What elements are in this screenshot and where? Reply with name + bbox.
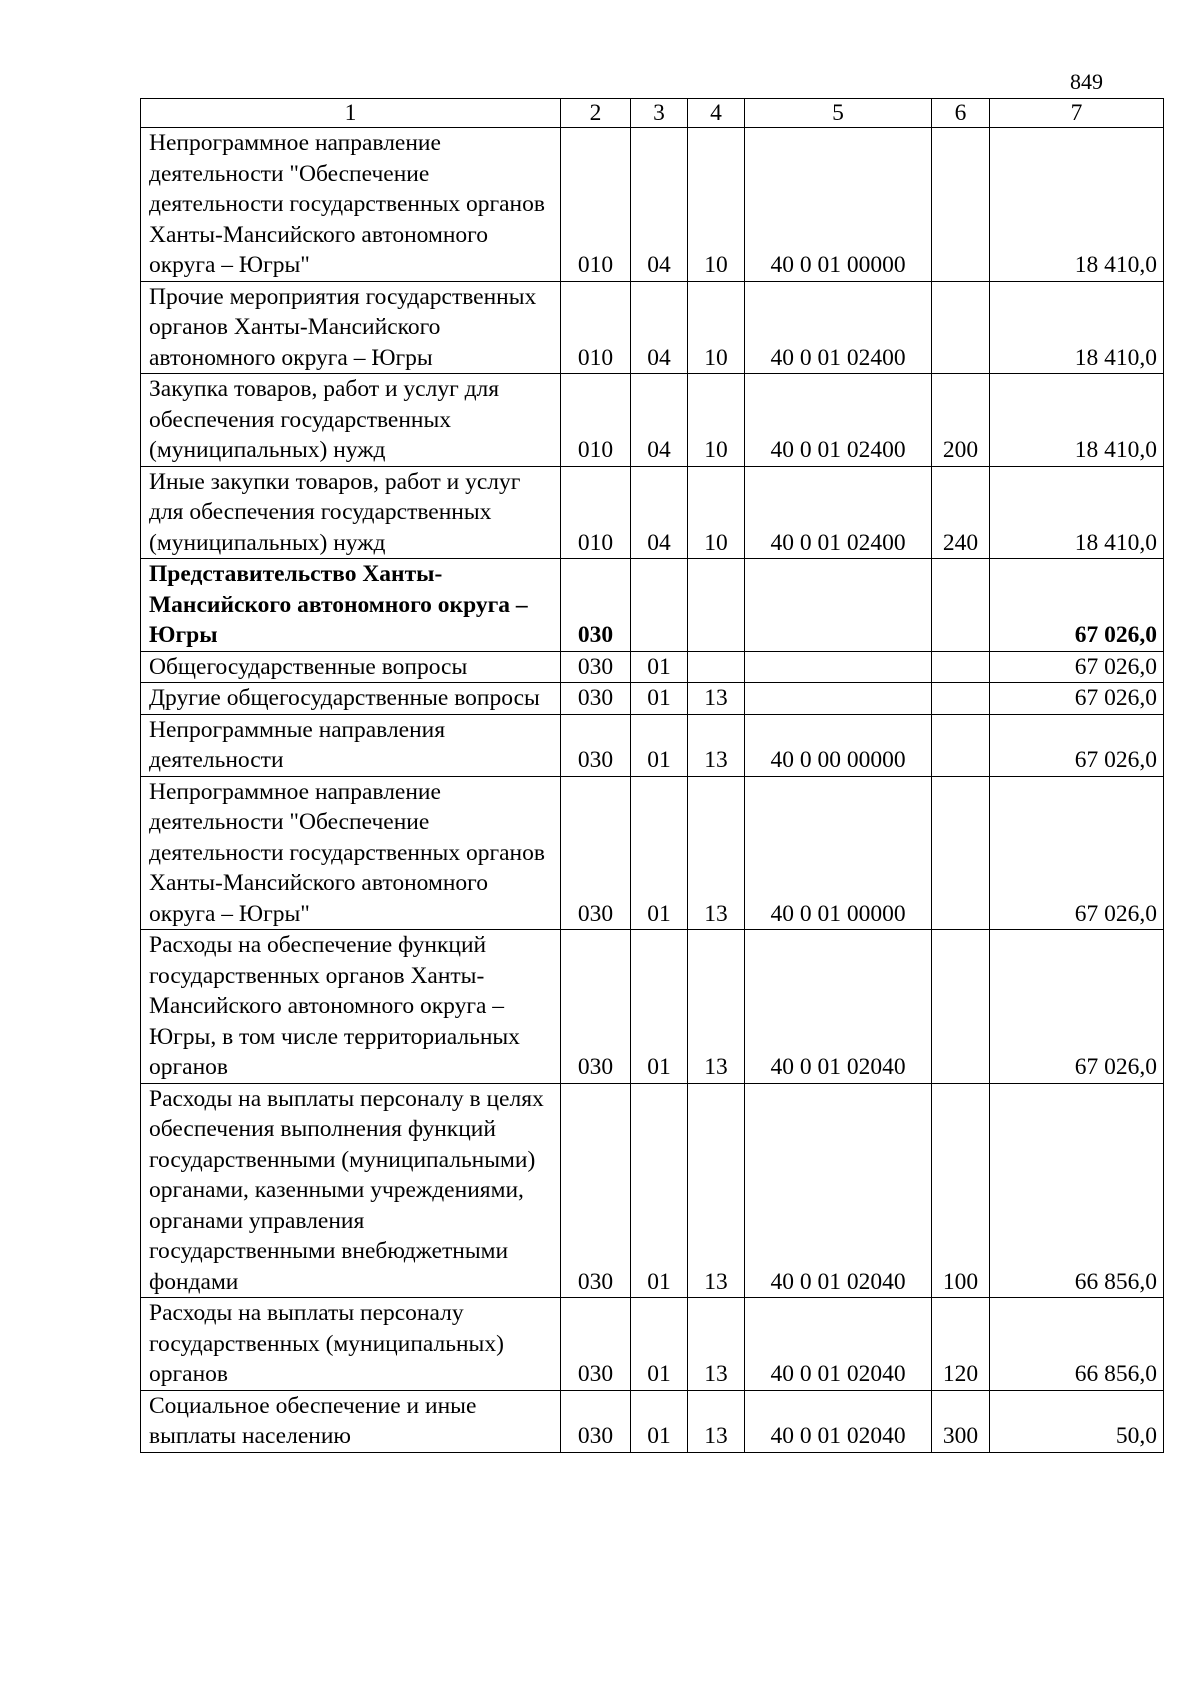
expense-item-name: Иные закупки товаров, работ и услуг для обеспечения государственных (муниципальных) нужд [141,466,561,559]
ministry-code: 030 [561,1390,631,1452]
column-header: 2 [561,99,631,128]
amount: 18 410,0 [990,128,1164,282]
table-row [141,930,1164,1084]
expense-type-code [932,776,990,930]
table-row [141,1298,1164,1391]
table-row [141,128,1164,282]
expense-type-code [932,651,990,683]
expense-type-code [932,683,990,715]
section-code: 04 [631,466,688,559]
table-row [141,714,1164,776]
expense-item-name: Закупка товаров, работ и услуг для обеспечения государственных (муниципальных) нужд [141,374,561,467]
section-code: 04 [631,128,688,282]
target-article-code: 40 0 01 02040 [745,1390,932,1452]
column-header: 4 [688,99,745,128]
subsection-code: 10 [688,128,745,282]
subsection-code [688,651,745,683]
section-code: 01 [631,930,688,1084]
amount: 67 026,0 [990,651,1164,683]
amount: 67 026,0 [990,683,1164,715]
ministry-code: 010 [561,374,631,467]
table-row [141,281,1164,374]
expense-item-name: Непрограммное направление деятельности "Обеспечение деятельности государственных органов Ханты-Мансийского автономного округа – Югры" [141,128,561,282]
subsection-code: 10 [688,466,745,559]
ministry-code: 030 [561,683,631,715]
target-article-code: 40 0 01 02400 [745,466,932,559]
amount: 67 026,0 [990,776,1164,930]
section-code: 04 [631,374,688,467]
subsection-code: 13 [688,683,745,715]
budget-table-body [141,128,1164,1453]
expense-type-code [932,930,990,1084]
expense-item-name: Непрограммные направления деятельности [141,714,561,776]
ministry-code: 030 [561,714,631,776]
column-header: 6 [932,99,990,128]
table-row [141,651,1164,683]
amount: 67 026,0 [990,930,1164,1084]
column-header: 1 [141,99,561,128]
budget-table [140,98,1164,1453]
table-row [141,683,1164,715]
subsection-code: 13 [688,1298,745,1391]
expense-item-name: Непрограммное направление деятельности "Обеспечение деятельности государственных органов Ханты-Мансийского автономного округа – Югры" [141,776,561,930]
expense-item-name: Общегосударственные вопросы [141,651,561,683]
amount: 18 410,0 [990,466,1164,559]
section-code: 01 [631,776,688,930]
section-code: 01 [631,1390,688,1452]
expense-type-code: 240 [932,466,990,559]
target-article-code [745,651,932,683]
column-header: 3 [631,99,688,128]
ministry-code: 030 [561,930,631,1084]
subsection-code: 10 [688,374,745,467]
section-code: 04 [631,281,688,374]
ministry-code: 030 [561,651,631,683]
table-row [141,1390,1164,1452]
amount: 18 410,0 [990,281,1164,374]
expense-item-name: Социальное обеспечение и иные выплаты населению [141,1390,561,1452]
expense-item-name: Другие общегосударственные вопросы [141,683,561,715]
expense-type-code: 200 [932,374,990,467]
section-code [631,559,688,652]
section-code: 01 [631,714,688,776]
amount: 66 856,0 [990,1298,1164,1391]
expense-type-code [932,559,990,652]
expense-item-name: Представительство Ханты-Мансийского автономного округа – Югры [141,559,561,652]
column-number-header-row [141,99,1164,128]
table-row [141,1083,1164,1298]
amount: 67 026,0 [990,559,1164,652]
target-article-code: 40 0 01 02400 [745,281,932,374]
page-number: 849 [1070,69,1103,94]
target-article-code: 40 0 01 02040 [745,1298,932,1391]
expense-item-name: Расходы на обеспечение функций государственных органов Ханты-Мансийского автономного округа – Югры, в том числе территориальных органов [141,930,561,1084]
amount: 50,0 [990,1390,1164,1452]
table-row [141,776,1164,930]
target-article-code: 40 0 01 02040 [745,930,932,1084]
ministry-code: 010 [561,128,631,282]
subsection-code: 13 [688,714,745,776]
expense-type-code: 300 [932,1390,990,1452]
ministry-code: 010 [561,466,631,559]
ministry-code: 030 [561,1083,631,1298]
table-row [141,374,1164,467]
subsection-code [688,559,745,652]
expense-type-code [932,281,990,374]
expense-type-code: 120 [932,1298,990,1391]
target-article-code: 40 0 01 02040 [745,1083,932,1298]
expense-item-name: Расходы на выплаты персоналу государственных (муниципальных) органов [141,1298,561,1391]
column-header: 5 [745,99,932,128]
table-row [141,559,1164,652]
subsection-code: 10 [688,281,745,374]
amount: 18 410,0 [990,374,1164,467]
section-code: 01 [631,1298,688,1391]
section-code: 01 [631,1083,688,1298]
ministry-code: 030 [561,776,631,930]
expense-type-code [932,714,990,776]
section-code: 01 [631,683,688,715]
target-article-code [745,559,932,652]
ministry-code: 030 [561,1298,631,1391]
target-article-code [745,683,932,715]
expense-item-name: Расходы на выплаты персоналу в целях обеспечения выполнения функций государственными (муниципальными) органами, казенными учреждениями, органами управления государственными внебюджетными фондами [141,1083,561,1298]
target-article-code: 40 0 00 00000 [745,714,932,776]
section-code: 01 [631,651,688,683]
expense-type-code [932,128,990,282]
target-article-code: 40 0 01 00000 [745,128,932,282]
ministry-code: 030 [561,559,631,652]
subsection-code: 13 [688,930,745,1084]
target-article-code: 40 0 01 02400 [745,374,932,467]
column-header: 7 [990,99,1164,128]
amount: 66 856,0 [990,1083,1164,1298]
expense-type-code: 100 [932,1083,990,1298]
subsection-code: 13 [688,1390,745,1452]
amount: 67 026,0 [990,714,1164,776]
expense-item-name: Прочие мероприятия государственных органов Ханты-Мансийского автономного округа – Югры [141,281,561,374]
subsection-code: 13 [688,1083,745,1298]
target-article-code: 40 0 01 00000 [745,776,932,930]
table-row [141,466,1164,559]
ministry-code: 010 [561,281,631,374]
subsection-code: 13 [688,776,745,930]
